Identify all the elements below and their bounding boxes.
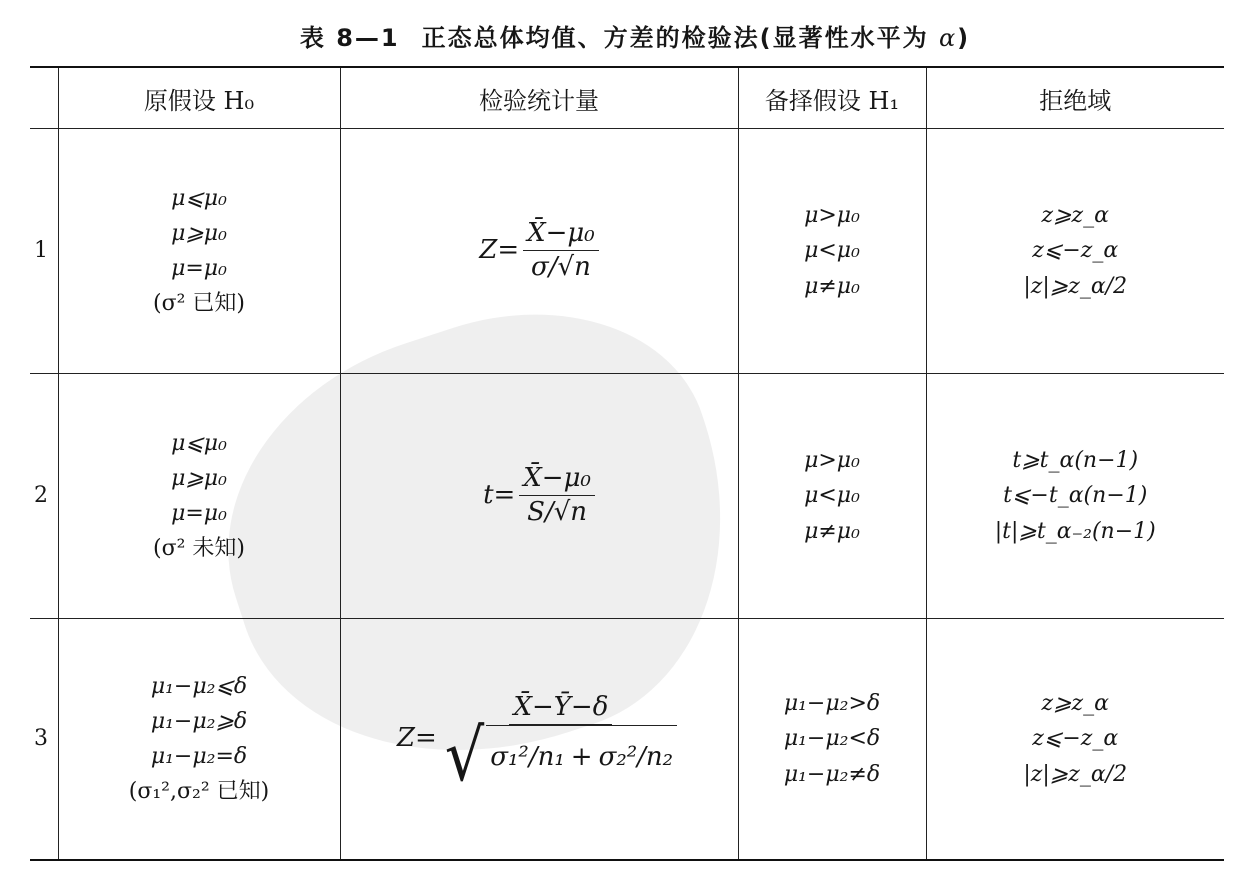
rejection-region-cell: [926, 374, 1224, 619]
h0-line: μ=μ₀: [171, 256, 227, 281]
h1-line: μ≠μ₀: [804, 273, 860, 299]
h0-line: μ₁−μ₂⩽δ: [150, 673, 248, 699]
reject-line: |z|⩾z_α/2: [1023, 273, 1128, 299]
header-h0: 原假设 H₀: [58, 67, 340, 129]
table-row: [30, 129, 1224, 374]
fraction: [441, 691, 681, 798]
h0-line: μ⩽μ₀: [171, 430, 227, 456]
radicand: [486, 725, 677, 787]
h0-note: (σ² 已知): [153, 291, 245, 317]
fraction: [523, 217, 599, 284]
formula-lhs: Z=: [479, 235, 520, 266]
statistic-cell: [340, 374, 738, 619]
formula-lhs: t=: [483, 480, 516, 511]
radical-sign: √: [444, 713, 485, 798]
null-hypothesis-cell: [58, 374, 340, 619]
h1-line: μ₁−μ₂>δ: [783, 691, 881, 717]
rejection-region-cell: [926, 129, 1224, 374]
h1-line: μ≠μ₀: [804, 518, 860, 544]
h0-note: (σ₁²,σ₂² 已知): [128, 779, 270, 805]
reject-line: |z|⩾z_α/2: [1023, 761, 1128, 787]
h0-line: μ⩾μ₀: [171, 465, 227, 491]
row-index: 1: [30, 129, 58, 374]
statistic-cell: [340, 129, 738, 374]
t-statistic-formula: [483, 462, 595, 529]
table-row: [30, 619, 1224, 861]
formula-lhs: Z=: [396, 723, 437, 754]
null-hypothesis-cell: [58, 129, 340, 374]
alternative-hypothesis-cell: [738, 374, 926, 619]
h1-line: μ>μ₀: [804, 448, 860, 474]
z-statistic-formula: [479, 217, 598, 284]
header-h1: 备择假设 H₁: [738, 67, 926, 129]
reject-line: |t|⩾t_α₋₂(n−1): [994, 518, 1156, 544]
alpha-symbol: α: [938, 24, 958, 52]
fraction-numerator: X̄−μ₀: [519, 462, 595, 496]
h0-line: μ=μ₀: [171, 501, 227, 526]
z-statistic-two-sample-formula: [396, 691, 681, 798]
alternative-hypothesis-cell: [738, 619, 926, 861]
h1-line: μ₁−μ₂<δ: [783, 726, 881, 752]
table-caption-text: 正态总体均值、方差的检验法(显著性水平为: [421, 24, 929, 52]
statistic-cell: [340, 619, 738, 861]
row-index: 3: [30, 619, 58, 861]
header-row: [30, 67, 1224, 129]
alternative-hypothesis-cell: [738, 129, 926, 374]
fraction-numerator: X̄−Ȳ−δ: [509, 691, 612, 725]
fraction-denominator: σ/√n: [531, 251, 591, 282]
h1-line: μ<μ₀: [804, 483, 860, 509]
table-caption: [0, 18, 1256, 53]
caption-close-paren: ): [957, 24, 971, 52]
null-hypothesis-cell: [58, 619, 340, 861]
header-statistic: 检验统计量: [340, 67, 738, 129]
hypothesis-test-table: [30, 66, 1224, 861]
table-number: 表 8—1: [299, 24, 400, 52]
reject-line: t⩾t_α(n−1): [1012, 448, 1139, 474]
square-root: [444, 713, 677, 798]
h1-line: μ>μ₀: [804, 203, 860, 229]
plus-sign: +: [570, 742, 593, 773]
h0-line: μ⩾μ₀: [171, 220, 227, 246]
fraction-denominator: [441, 713, 681, 798]
fraction: [519, 462, 595, 529]
variance-term-1: σ₁²/n₁: [490, 742, 565, 773]
reject-line: t⩽−t_α(n−1): [1003, 483, 1148, 509]
table-row: [30, 374, 1224, 619]
row-index: 2: [30, 374, 58, 619]
rejection-region-cell: [926, 619, 1224, 861]
reject-line: z⩾z_α: [1041, 691, 1109, 717]
fraction-denominator: S/√n: [527, 496, 588, 527]
h0-line: μ₁−μ₂⩾δ: [150, 708, 248, 734]
h0-note: (σ² 未知): [153, 536, 245, 562]
header-rejection-region: 拒绝域: [926, 67, 1224, 129]
reject-line: z⩾z_α: [1041, 203, 1109, 229]
header-index: [30, 67, 58, 129]
h1-line: μ<μ₀: [804, 238, 860, 264]
h1-line: μ₁−μ₂≠δ: [783, 761, 881, 787]
h0-line: μ⩽μ₀: [171, 185, 227, 211]
h0-line: μ₁−μ₂=δ: [150, 744, 248, 769]
variance-term-2: σ₂²/n₂: [598, 742, 674, 773]
reject-line: z⩽−z_α: [1032, 238, 1119, 264]
fraction-numerator: X̄−μ₀: [523, 217, 599, 251]
reject-line: z⩽−z_α: [1032, 726, 1119, 752]
